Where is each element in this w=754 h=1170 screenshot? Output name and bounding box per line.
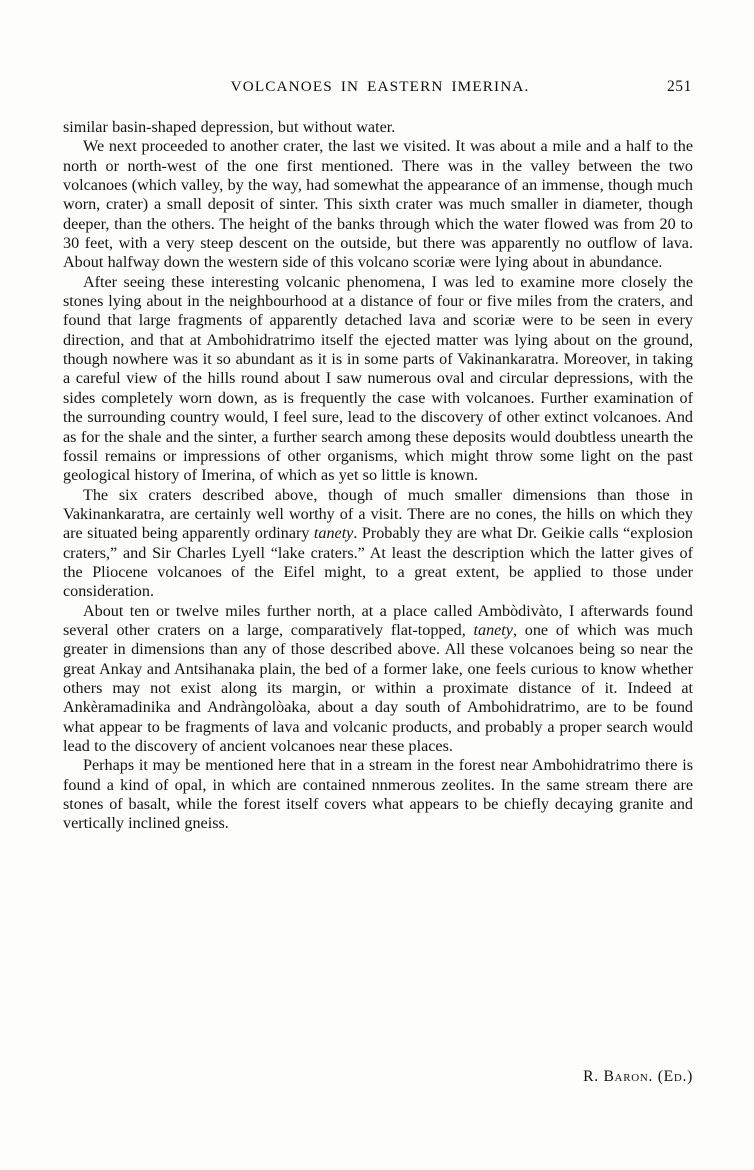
signature-closing: .) xyxy=(682,1068,693,1085)
signature-initial: R. xyxy=(583,1068,604,1085)
body-text-block xyxy=(63,118,693,834)
signature-editor-mark: Ed xyxy=(663,1068,683,1085)
paragraph-continuation: similar basin-shaped depression, but without water. xyxy=(63,119,396,136)
page-number: 251 xyxy=(666,78,692,95)
running-head-title: VOLCANOES IN EASTERN IMERINA. xyxy=(230,78,530,95)
signature-after-surname: . ( xyxy=(648,1068,664,1085)
signature-surname: Baron xyxy=(603,1068,649,1085)
paragraph-ambodivato: About ten or twelve miles further north, at a place called Ambòdivàto, I afterwards found several other craters on a large, comparatively flat-topped, tanety, one of which was much greater in dimensions than any of those described above. All these volcanoes being so near the great Ankay and Antsihanaka plain, the bed of a former lake, one feels curious to know whether others may not exist along its margin, or within a proximate distance of it. Indeed at Ankèramadinika and Andràngolòaka, about a day south of Ambohidratrimo, are to be found what appear to be fragments of lava and volcanic products, and probably a proper search would lead to the discovery of ancient volcanoes near these places. xyxy=(63,602,693,755)
paragraph-sixth-crater: We next proceeded to another crater, the last we visited. It was about a mile and a half to the north or north-west of the one first mentioned. There was in the valley between the two volcanoes (which valley, by the way, had somewhat the appearance of an immense, though much worn, crater) a small deposit of sinter. This sixth crater was much smaller in diameter, though deeper, than the others. The height of the banks through which the water flowed was from 20 to 30 feet, with a very steep descent on the outside, but there was apparently no outflow of lava. About halfway down the western side of this volcano scoriæ were lying about in abundance. xyxy=(63,138,693,272)
paragraph-six-craters: The six craters described above, though of much smaller dimensions than those in Vakinankaratra, are certainly well worthy of a visit. There are no cones, the hills on which they are situated being apparently ordinary tanety. Probably they are what Dr. Geikie calls “explosion craters,” and Sir Charles Lyell “lake craters.” At least the description which the latter gives of the Pliocene volcanoes of the Eifel might, to a great extent, be applied to those under consideration. xyxy=(63,486,693,601)
author-signature xyxy=(63,1068,702,1086)
paragraph-opal-zeolites: Perhaps it may be mentioned here that in a stream in the forest near Ambohidratrimo there is found a kind of opal, in which are contained nnmerous zeolites. In the same stream there are stones of basalt, while the forest itself covers what appears to be chiefly decaying granite and vertically inclined gneiss. xyxy=(63,757,693,833)
paragraph-after-seeing: After seeing these interesting volcanic phenomena, I was led to examine more closely the stones lying about in the neighbourhood at a distance of four or five miles from the craters, and found that large fragments of apparently detached lava and scoriæ were to be seen in every direction, and that at Ambohidratrimo itself the ejected matter was lying about on the ground, though nowhere was it so abundant as it is in some parts of Vakinankaratra. Moreover, in taking a careful view of the hills round about I saw numerous oval and circular depressions, with the sides completely worn down, as is frequently the case with volcanoes. Further examination of the surrounding country would, I feel sure, lead to the discovery of other extinct volcanoes. And as for the shale and the sinter, a further search among these deposits would doubtless unearth the fossil remains or impressions of other organisms, which might throw some light on the past geological history of Imerina, of which as yet so little is known. xyxy=(63,273,693,485)
running-head xyxy=(62,78,692,100)
